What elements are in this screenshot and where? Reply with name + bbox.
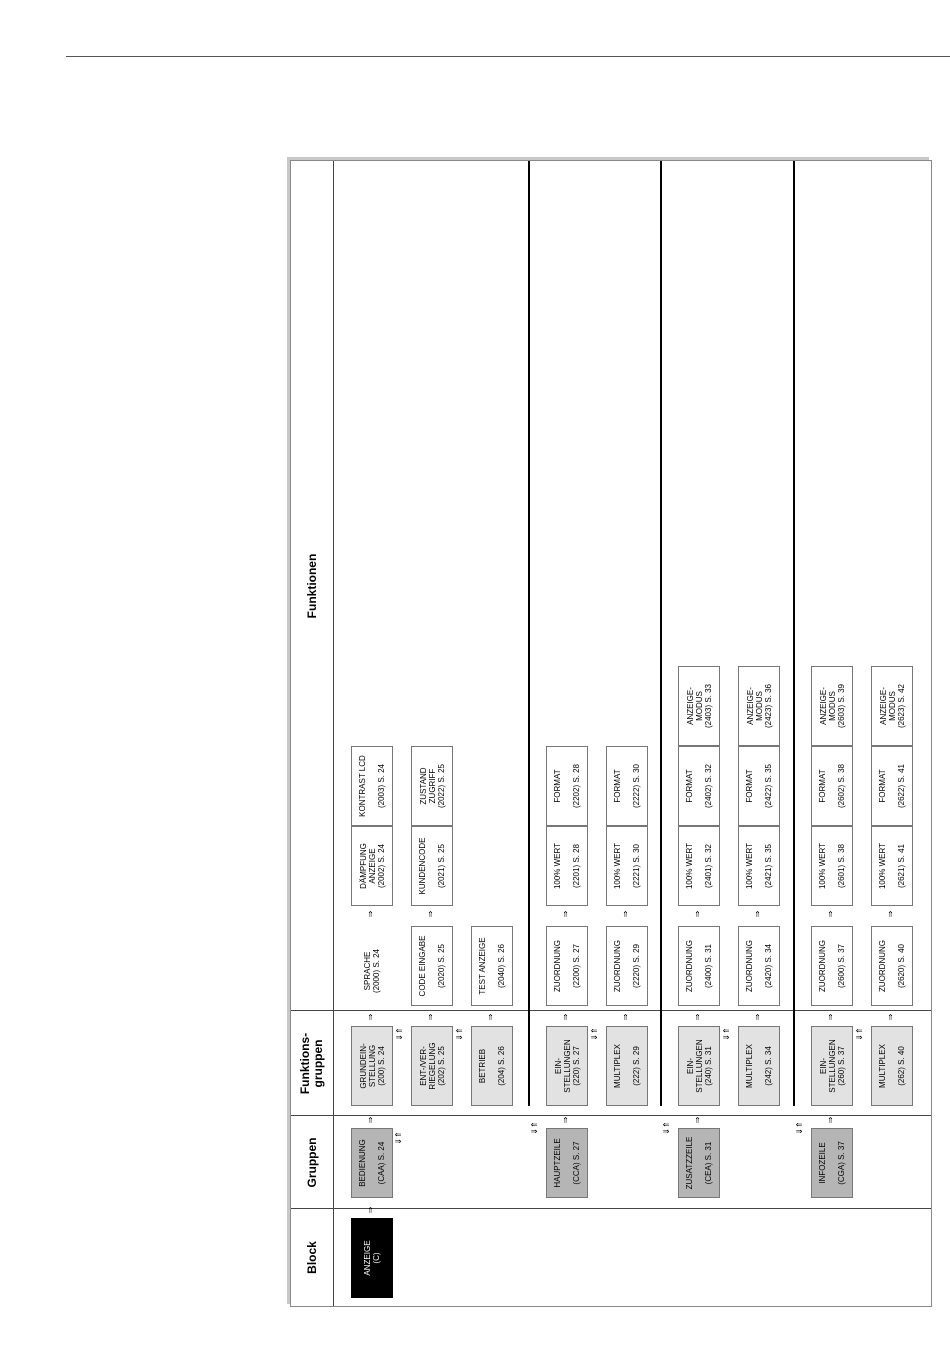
- fn-2601: [811, 826, 853, 906]
- arrow-updown: ⇓⇑: [722, 1027, 731, 1041]
- fn-ref: (2000) S. 24: [372, 948, 381, 994]
- fn-ref: (2602) S. 38: [837, 763, 846, 809]
- fn-2201: [546, 826, 588, 906]
- fn-ref: (2400) S. 31: [704, 943, 713, 989]
- gruppe-ref: (CAA) S. 24: [377, 1141, 386, 1185]
- fg-multiplex-242: [738, 1026, 780, 1106]
- header-block: Block: [304, 1241, 319, 1274]
- fn-name: 100% WERT: [818, 842, 827, 890]
- gruppe-name: BEDIENUNG: [358, 1139, 367, 1187]
- arrow-right: ⇒: [826, 1116, 835, 1124]
- fn-2401: [678, 826, 720, 906]
- arrow-right: ⇒: [621, 910, 630, 918]
- fg-name: EIN- STELLUNGEN (240) S. 31: [685, 1039, 713, 1093]
- fn-2022: [411, 746, 453, 826]
- fn-name: ZUORDNUNG: [553, 940, 562, 992]
- fg-ref: (242) S. 34: [764, 1046, 773, 1086]
- function-matrix-table: [290, 160, 932, 1307]
- gruppe-name: INFOZEILE: [818, 1142, 827, 1184]
- fn-2222: [606, 746, 648, 826]
- fn-2202: [546, 746, 588, 826]
- arrow-right: ⇒: [886, 1013, 895, 1021]
- fn-name: CODE EINGABE: [418, 935, 427, 997]
- gruppe-hauptzeile: [546, 1128, 588, 1198]
- arrow-updown: ⇓⇑: [530, 1121, 539, 1135]
- fg-name: EIN- STELLUNGEN (260) S. 37: [818, 1039, 846, 1093]
- fn-name: ZUORDNUNG: [613, 940, 622, 992]
- section-separator: [528, 161, 530, 1106]
- fn-ref: (2620) S. 40: [897, 943, 906, 989]
- arrow-right: ⇒: [826, 1013, 835, 1021]
- fn-ref: (2200) S. 27: [572, 943, 581, 989]
- fn-ref: (2040) S. 26: [497, 943, 506, 989]
- fn-ref: (2601) S. 38: [837, 843, 846, 889]
- fn-name: FORMAT: [613, 769, 622, 803]
- fn-2422: [738, 746, 780, 826]
- fn-ref: (2422) S. 35: [764, 763, 773, 809]
- fn-ref: (2622) S. 41: [897, 763, 906, 809]
- arrow-right: ⇒: [561, 910, 570, 918]
- gruppe-name: ZUSATZZEILE: [685, 1136, 694, 1190]
- fn-2040: [471, 926, 513, 1006]
- header-funktionen: Funktionen: [304, 553, 319, 619]
- fn-ref: (2222) S. 30: [632, 763, 641, 809]
- arrow-updown: ⇓⇑: [395, 1027, 404, 1041]
- fn-ref: (2220) S. 29: [632, 943, 641, 989]
- fn-2021: [411, 826, 453, 906]
- arrow-right: ⇒: [366, 910, 375, 918]
- fn-ref: (2401) S. 32: [704, 843, 713, 889]
- fn-2423: [738, 666, 780, 746]
- fn-2000: [351, 931, 393, 1011]
- fn-2400: [678, 926, 720, 1006]
- arrow-right: ⇒: [693, 1116, 702, 1124]
- fn-ref: (2402) S. 32: [704, 763, 713, 809]
- fn-name: 100% WERT: [553, 842, 562, 890]
- gruppe-ref: (CEA) S. 31: [704, 1141, 713, 1185]
- fn-name: FORMAT: [745, 769, 754, 803]
- fn-ref: (2420) S. 34: [764, 943, 773, 989]
- fg-einstellungen-220: [546, 1026, 588, 1106]
- fg-betrieb: [471, 1026, 513, 1106]
- fg-name: EIN- STELLUNGEN (220) S. 27: [553, 1039, 581, 1093]
- fn-2402: [678, 746, 720, 826]
- fn-2602: [811, 746, 853, 826]
- arrow-updown: ⇓⇑: [590, 1027, 599, 1041]
- arrow-right: ⇒: [826, 910, 835, 918]
- fg-name: GRUNDEIN- STELLUNG (200) S. 24: [358, 1043, 386, 1089]
- fg-name: BETRIEB: [478, 1048, 487, 1084]
- gruppe-ref: (CGA) S. 37: [837, 1141, 846, 1185]
- fg-multiplex-262: [871, 1026, 913, 1106]
- arrow-right: ⇒: [753, 910, 762, 918]
- fn-name: ZUORDNUNG: [818, 940, 827, 992]
- fn-name: 100% WERT: [745, 842, 754, 890]
- column-divider: [291, 1115, 931, 1116]
- header-gruppen: Gruppen: [304, 1137, 319, 1188]
- fn-2020: [411, 926, 453, 1006]
- arrow-updown: ⇓⇑: [662, 1121, 671, 1135]
- fn-ref: (2221) S. 30: [632, 843, 641, 889]
- fg-ref: (204) S. 26: [497, 1046, 506, 1086]
- fn-2420: [738, 926, 780, 1006]
- arrow-right: ⇒: [886, 910, 895, 918]
- fn-name: ANZEIGE- MODUS (2603) S. 39: [818, 683, 846, 729]
- fn-name: 100% WERT: [613, 842, 622, 890]
- arrow-updown: ⇓⇑: [455, 1027, 464, 1041]
- header-divider: [333, 161, 334, 1306]
- fn-ref: (2021) S. 25: [437, 843, 446, 889]
- fn-name: FORMAT: [818, 769, 827, 803]
- arrow-right: ⇒: [426, 910, 435, 918]
- fn-2421: [738, 826, 780, 906]
- arrow-right: ⇒: [366, 1206, 375, 1214]
- fn-name: SPRACHE: [363, 951, 372, 991]
- fn-name: FORMAT: [878, 769, 887, 803]
- fg-ref: (222) S. 29: [632, 1046, 641, 1086]
- fn-name: TEST ANZEIGE: [478, 937, 487, 995]
- fn-name: DÄMPFUNG ANZEIGE (2002) S. 24: [358, 843, 386, 889]
- arrow-right: ⇒: [366, 1013, 375, 1021]
- gruppe-name: HAUPTZEILE: [553, 1138, 562, 1188]
- fn-2620: [871, 926, 913, 1006]
- fg-name: MULTIPLEX: [613, 1044, 622, 1088]
- fn-name: ZUSTAND ZUGRIFF (2022) S. 25: [418, 763, 446, 809]
- fn-2220: [606, 926, 648, 1006]
- fn-name: 100% WERT: [685, 842, 694, 890]
- arrow-right: ⇒: [693, 910, 702, 918]
- fg-grundeinstellung: [351, 1026, 393, 1106]
- fn-2603: [811, 666, 853, 746]
- header-funktionsgruppen: Funktions- gruppen: [298, 1032, 325, 1095]
- fn-name: KUNDENCODE: [418, 837, 427, 895]
- arrow-updown: ⇓⇑: [795, 1121, 804, 1135]
- arrow-updown: ⇓⇑: [394, 1131, 403, 1145]
- fn-name: ZUORDNUNG: [745, 940, 754, 992]
- arrow-right: ⇒: [693, 1013, 702, 1021]
- fn-name: ZUORDNUNG: [878, 940, 887, 992]
- fn-name: 100% WERT: [878, 842, 887, 890]
- fn-name: ANZEIGE- MODUS (2623) S. 42: [878, 683, 906, 729]
- arrow-right: ⇒: [366, 1116, 375, 1124]
- rotated-table: [291, 161, 931, 1306]
- fn-name: ANZEIGE- MODUS (2403) S. 33: [685, 683, 713, 729]
- gruppe-ref: (CCA) S. 27: [572, 1141, 581, 1185]
- fn-2403: [678, 666, 720, 746]
- fn-2221: [606, 826, 648, 906]
- fn-2003: [351, 746, 393, 826]
- fn-2622: [871, 746, 913, 826]
- fn-ref: (2600) S. 37: [837, 943, 846, 989]
- arrow-right: ⇒: [561, 1013, 570, 1021]
- fg-name: MULTIPLEX: [745, 1044, 754, 1088]
- fg-name: MULTIPLEX: [878, 1044, 887, 1088]
- block-anzeige: [351, 1218, 393, 1298]
- arrow-right: ⇒: [486, 1013, 495, 1021]
- fg-multiplex-222: [606, 1026, 648, 1106]
- arrow-right: ⇒: [621, 1013, 630, 1021]
- fn-ref: (2201) S. 28: [572, 843, 581, 889]
- fg-name: ENT-/VER- RIEGELUNG (202) S. 25: [418, 1042, 446, 1090]
- fn-2621: [871, 826, 913, 906]
- fn-name: ZUORDNUNG: [685, 940, 694, 992]
- fn-ref: (2421) S. 35: [764, 843, 773, 889]
- gruppe-infozeile: [811, 1128, 853, 1198]
- fn-ref: (2621) S. 41: [897, 843, 906, 889]
- gruppe-bedienung: [351, 1128, 393, 1198]
- fn-ref: (2003) S. 24: [377, 763, 386, 809]
- fn-ref: (2202) S. 28: [572, 763, 581, 809]
- fn-name: FORMAT: [553, 769, 562, 803]
- arrow-right: ⇒: [561, 1116, 570, 1124]
- fn-name: FORMAT: [685, 769, 694, 803]
- column-divider: [291, 1208, 931, 1209]
- fn-name: ANZEIGE- MODUS (2423) S. 36: [745, 683, 773, 729]
- fn-ref: (2020) S. 25: [437, 943, 446, 989]
- arrow-updown: ⇓⇑: [855, 1027, 864, 1041]
- fn-2002: [351, 826, 393, 906]
- fg-einstellungen-260: [811, 1026, 853, 1106]
- fn-2200: [546, 926, 588, 1006]
- section-separator: [660, 161, 662, 1106]
- section-separator: [793, 161, 795, 1106]
- fg-einstellungen-240: [678, 1026, 720, 1106]
- arrow-right: ⇒: [753, 1013, 762, 1021]
- fn-2600: [811, 926, 853, 1006]
- gruppe-zusatzzeile: [678, 1128, 720, 1198]
- fn-name: KONTRAST LCD: [358, 755, 367, 817]
- arrow-right: ⇒: [426, 1013, 435, 1021]
- top-rule: [66, 56, 950, 57]
- block-label: ANZEIGE (C): [363, 1240, 381, 1276]
- fn-2623: [871, 666, 913, 746]
- fg-entverriegelung: [411, 1026, 453, 1106]
- fg-ref: (262) S. 40: [897, 1046, 906, 1086]
